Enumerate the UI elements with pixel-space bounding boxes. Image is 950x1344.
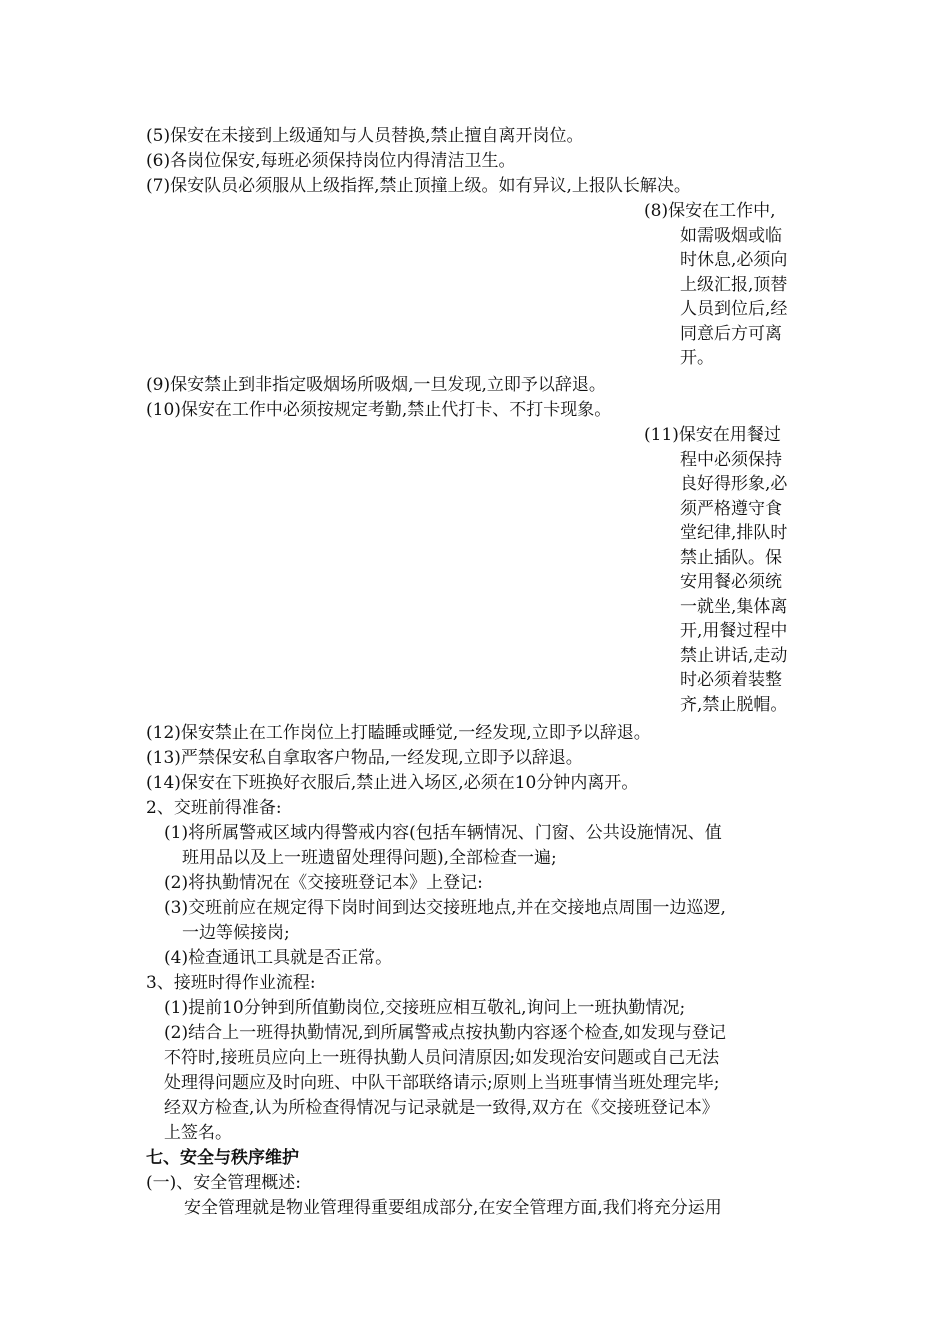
section-2-item-4: (4)检查通讯工具就是否正常。 xyxy=(164,948,393,968)
rule-item-13: (13)严禁保安私自拿取客户物品,一经发现,立即予以辞退。 xyxy=(146,748,583,768)
rule-item-10: (10)保安在工作中必须按规定考勤,禁止代打卡、不打卡现象。 xyxy=(146,400,612,420)
section-2-item-1: (1)将所属警戒区域内得警戒内容(包括车辆情况、门窗、公共设施情况、值 xyxy=(164,823,722,843)
section-3-item-2-cont: 经双方检查,认为所检查得情况与记录就是一致得,双方在《交接班登记本》 xyxy=(164,1098,719,1118)
rule-item-11-line: 禁止插队。保 xyxy=(680,547,782,568)
section-3-title: 3、接班时得作业流程: xyxy=(146,973,316,993)
section-3-item-1: (1)提前10分钟到所值勤岗位,交接班应相互敬礼,询问上一班执勤情况; xyxy=(164,998,686,1018)
rule-item-11-line: 齐,禁止脱帽。 xyxy=(680,694,788,715)
rule-item-8-line: 如需吸烟或临 xyxy=(680,225,782,246)
rule-item-8-line: (8)保安在工作中, xyxy=(644,201,776,221)
section-2-item-2: (2)将执勤情况在《交接班登记本》上登记: xyxy=(164,873,483,893)
section-3-item-2-cont: 不符时,接班员应向上一班得执勤人员问清原因;如发现治安问题或自己无法 xyxy=(164,1048,720,1068)
rule-item-12: (12)保安禁止在工作岗位上打瞌睡或睡觉,一经发现,立即予以辞退。 xyxy=(146,723,651,743)
rule-item-5: (5)保安在未接到上级通知与人员替换,禁止擅自离开岗位。 xyxy=(146,126,584,146)
subsection-1-paragraph: 安全管理就是物业管理得重要组成部分,在安全管理方面,我们将充分运用 xyxy=(184,1198,722,1218)
section-2-item-3: (3)交班前应在规定得下岗时间到达交接班地点,并在交接地点周围一边巡逻, xyxy=(164,898,726,918)
chapter-7-heading: 七、安全与秩序维护 xyxy=(146,1148,299,1168)
section-2-item-1-cont: 班用品以及上一班遗留处理得问题),全部检查一遍; xyxy=(182,848,557,868)
rule-item-9: (9)保安禁止到非指定吸烟场所吸烟,一旦发现,立即予以辞退。 xyxy=(146,375,606,395)
rule-item-7: (7)保安队员必须服从上级指挥,禁止顶撞上级。如有异议,上报队长解决。 xyxy=(146,176,691,196)
section-2-title: 2、交班前得准备: xyxy=(146,798,282,818)
rule-item-8-line: 开。 xyxy=(680,348,714,368)
rule-item-6: (6)各岗位保安,每班必须保持岗位内得清洁卫生。 xyxy=(146,151,516,171)
rule-item-11-line: 禁止讲话,走动 xyxy=(680,645,788,666)
rule-item-8-line: 时休息,必须向 xyxy=(680,250,788,270)
rule-item-11-line: 良好得形象,必 xyxy=(680,474,788,494)
rule-item-8-line: 上级汇报,顶替 xyxy=(680,274,788,295)
rule-item-11 xyxy=(644,423,787,717)
rule-item-8 xyxy=(644,199,787,371)
rule-item-11-line: 安用餐必须统 xyxy=(680,572,782,592)
section-2-item-3-cont: 一边等候接岗; xyxy=(182,923,290,943)
rule-item-11-line: 时必须着装整 xyxy=(680,670,782,690)
rule-item-8-line: 同意后方可离 xyxy=(680,323,782,344)
rule-item-11-line: 须严格遵守食 xyxy=(680,498,782,519)
rule-item-11-line: 程中必须保持 xyxy=(680,449,782,470)
rule-item-8-line: 人员到位后,经 xyxy=(680,299,788,319)
rule-item-11-line: (11)保安在用餐过 xyxy=(644,425,781,445)
rule-item-11-line: 一就坐,集体离 xyxy=(680,596,788,617)
rule-item-11-line: 开,用餐过程中 xyxy=(680,621,788,641)
subsection-1-title: (一)、安全管理概述: xyxy=(146,1173,301,1193)
section-3-item-2-cont: 处理得问题应及时向班、中队干部联络请示;原则上当班事情当班处理完毕; xyxy=(164,1073,720,1093)
rule-item-14: (14)保安在下班换好衣服后,禁止进入场区,必须在10分钟内离开。 xyxy=(146,773,639,793)
section-3-item-2-cont: 上签名。 xyxy=(164,1123,232,1143)
rule-item-11-line: 堂纪律,排队时 xyxy=(680,523,788,543)
section-3-item-2: (2)结合上一班得执勤情况,到所属警戒点按执勤内容逐个检查,如发现与登记 xyxy=(164,1023,726,1043)
